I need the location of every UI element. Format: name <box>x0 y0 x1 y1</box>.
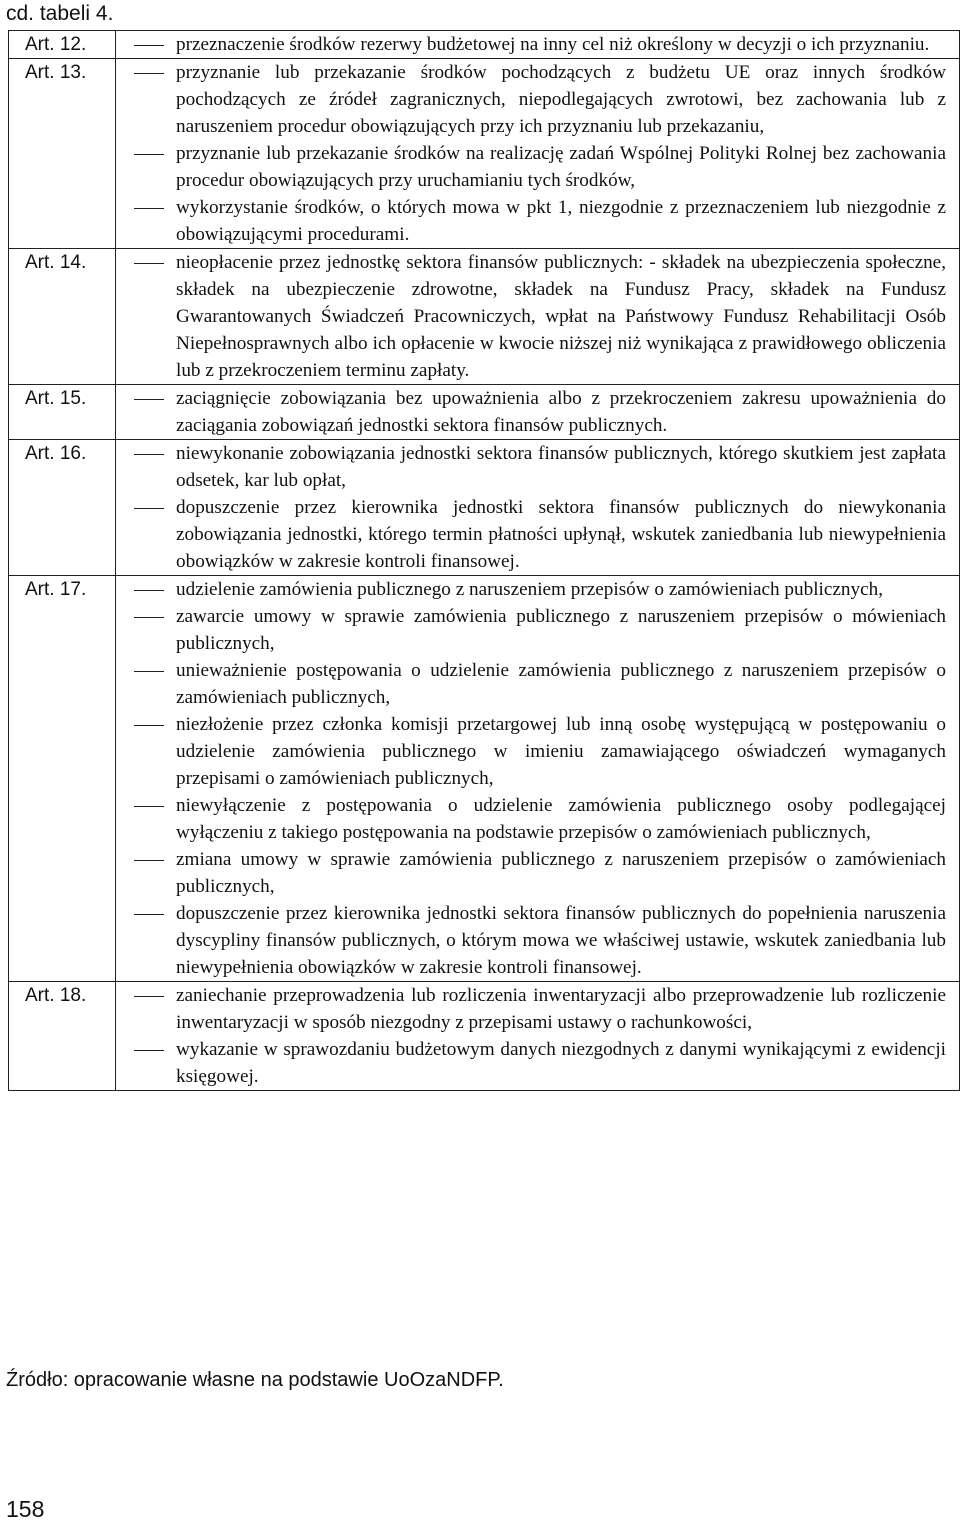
item-text: niezłożenie przez członka komisji przetargowej lub inną osobę występującą w postępowaniu o udzielenie zamówienia publicznego w imieniu zamawiającego oświadczeń wymaganych przepisami o zamówieniach publicznych, <box>176 714 946 789</box>
list-item <box>116 846 959 900</box>
table-row <box>9 982 960 1091</box>
provisions-cell <box>116 31 960 59</box>
item-text: niewyłączenie z postępowania o udzielenie zamówienia publicznego osoby podlegającej wyłączeniu z takiego postępowania na podstawie przepisów o zamówieniach publicznych, <box>176 795 946 843</box>
dash-marker <box>134 399 164 400</box>
article-label: Art. 16. <box>25 443 87 464</box>
item-text: przyznanie lub przekazanie środków na realizację zadań Wspólnej Polityki Rolnej bez zachowania procedur obowiązujących przy uruchamianiu tych środków, <box>176 143 946 191</box>
list-item <box>116 494 959 575</box>
provisions-cell <box>116 982 960 1091</box>
dash-marker <box>134 263 164 264</box>
item-text: zaciągnięcie zobowiązania bez upoważnienia albo z przekroczeniem zakresu upoważnienia do zaciągania zobowiązań jednostki sektora finansów publicznych. <box>176 388 946 436</box>
item-text: dopuszczenie przez kierownika jednostki sektora finansów publicznych do niewykonania zobowiązania jednostki, którego termin płatności upłynął, wskutek zaniedbania lub niewypełnienia obowiązków w zakresie kontroli finansowej. <box>176 497 946 572</box>
list-item <box>116 1036 959 1090</box>
list-item <box>116 385 959 439</box>
dash-marker <box>134 725 164 726</box>
page-number: 158 <box>6 1496 45 1522</box>
item-text: zmiana umowy w sprawie zamówienia publicznego z naruszeniem przepisów o zamówieniach publicznych, <box>176 849 946 897</box>
table-row <box>9 31 960 59</box>
table-row <box>9 59 960 249</box>
article-label: Art. 14. <box>25 252 87 273</box>
article-cell <box>9 982 116 1091</box>
table-row <box>9 440 960 576</box>
table-row <box>9 249 960 385</box>
source-note: Źródło: opracowanie własne na podstawie UoOzaNDFP. <box>6 1369 504 1391</box>
dash-marker <box>134 671 164 672</box>
article-cell <box>9 249 116 385</box>
list-item <box>116 603 959 657</box>
provisions-cell <box>116 59 960 249</box>
item-text: niewykonanie zobowiązania jednostki sektora finansów publicznych, którego skutkiem jest zapłata odsetek, kar lub opłat, <box>176 443 946 491</box>
article-cell <box>9 31 116 59</box>
article-label: Art. 12. <box>25 34 87 55</box>
article-label: Art. 13. <box>25 62 87 83</box>
item-text: zawarcie umowy w sprawie zamówienia publicznego z naruszeniem przepisów o mówieniach publicznych, <box>176 606 946 654</box>
list-item <box>116 31 959 58</box>
list-item <box>116 982 959 1036</box>
dash-marker <box>134 45 164 46</box>
item-text: wykorzystanie środków, o których mowa w pkt 1, niezgodnie z przeznaczeniem lub niezgodnie z obowiązującymi procedurami. <box>176 197 946 245</box>
table-caption: cd. tabeli 4. <box>6 2 114 25</box>
item-text: wykazanie w sprawozdaniu budżetowym danych niezgodnych z danymi wynikającymi z ewidencji księgowej. <box>176 1039 946 1087</box>
list-item <box>116 792 959 846</box>
item-text: przeznaczenie środków rezerwy budżetowej na inny cel niż określony w decyzji o ich przyznaniu. <box>176 34 930 55</box>
dash-marker <box>134 590 164 591</box>
article-label: Art. 15. <box>25 388 87 409</box>
violations-table <box>8 30 960 1091</box>
article-cell <box>9 385 116 440</box>
dash-marker <box>134 508 164 509</box>
list-item <box>116 140 959 194</box>
list-item <box>116 657 959 711</box>
article-label: Art. 17. <box>25 579 87 600</box>
dash-marker <box>134 996 164 997</box>
article-cell <box>9 59 116 249</box>
dash-marker <box>134 914 164 915</box>
item-text: dopuszczenie przez kierownika jednostki sektora finansów publicznych do popełnienia naruszenia dyscypliny finansów publicznych, o którym mowa we właściwej ustawie, wskutek zaniedbania lub niewypełnienia obowiązków w zakresie kontroli finansowej. <box>176 903 946 978</box>
dash-marker <box>134 454 164 455</box>
provisions-cell <box>116 440 960 576</box>
item-text: unieważnienie postępowania o udzielenie zamówienia publicznego z naruszeniem przepisów o zamówieniach publicznych, <box>176 660 946 708</box>
article-cell <box>9 576 116 982</box>
item-text: nieopłacenie przez jednostkę sektora finansów publicznych: - składek na ubezpieczenia społeczne, składek na ubezpieczenie zdrowotne, składek na Fundusz Pracy, składek na Fundusz Gwarantowanych Świadczeń Pracowniczych, wpłat na Państwowy Fundusz Rehabilitacji Osób Niepełnosprawnych albo ich opłacenie w kwocie niższej niż wynikająca z prawidłowego obliczenia lub z przekroczeniem terminu zapłaty. <box>176 252 946 381</box>
list-item <box>116 900 959 981</box>
table-row <box>9 576 960 982</box>
article-cell <box>9 440 116 576</box>
list-item <box>116 711 959 792</box>
dash-marker <box>134 208 164 209</box>
item-text: zaniechanie przeprowadzenia lub rozliczenia inwentaryzacji albo przeprowadzenie lub rozliczenie inwentaryzacji w sposób niezgodny z przepisami ustawy o rachunkowości, <box>176 985 946 1033</box>
list-item <box>116 249 959 384</box>
dash-marker <box>134 154 164 155</box>
item-text: przyznanie lub przekazanie środków pochodzących z budżetu UE oraz innych środków pochodzących ze źródeł zagranicznych, niepodlegających zwrotowi, bez zachowania lub z naruszeniem procedur obowiązujących przy ich przyznaniu lub przekazaniu, <box>176 62 946 137</box>
list-item <box>116 194 959 248</box>
article-label: Art. 18. <box>25 985 87 1006</box>
list-item <box>116 59 959 140</box>
provisions-cell <box>116 576 960 982</box>
dash-marker <box>134 1050 164 1051</box>
table-row <box>9 385 960 440</box>
list-item <box>116 440 959 494</box>
dash-marker <box>134 860 164 861</box>
dash-marker <box>134 73 164 74</box>
dash-marker <box>134 806 164 807</box>
item-text: udzielenie zamówienia publicznego z naruszeniem przepisów o zamówieniach publicznych, <box>176 579 883 600</box>
provisions-cell <box>116 249 960 385</box>
list-item <box>116 576 959 603</box>
dash-marker <box>134 617 164 618</box>
provisions-cell <box>116 385 960 440</box>
